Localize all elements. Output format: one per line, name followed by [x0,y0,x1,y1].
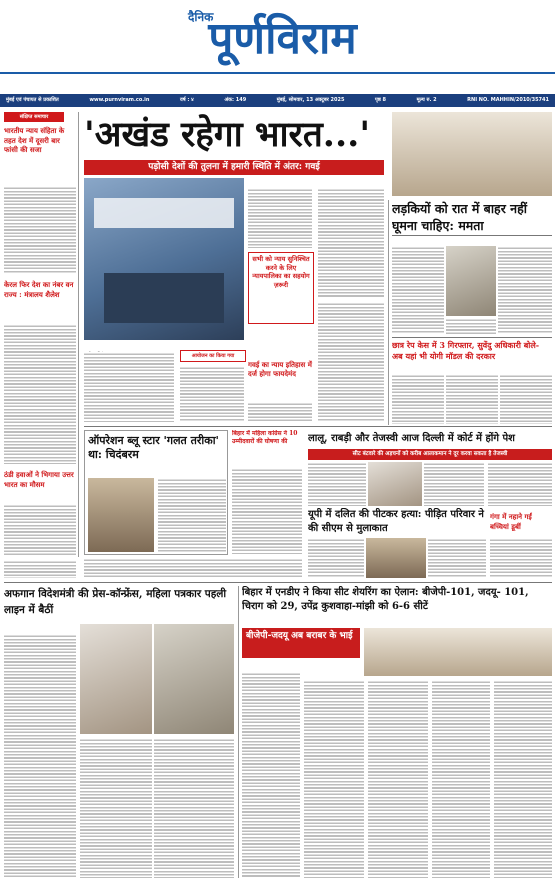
lead-deck-band [84,160,384,175]
left-column [4,112,76,557]
pages: पृष्ठ 8 [375,97,387,103]
column-divider-right [388,200,389,425]
operation-byline [88,468,148,475]
up-headline: यूपी में दलित की पीटकर हत्या: पीड़ित परिवार ने की सीएम से मुलाकात [308,509,484,534]
left-story2-body [4,324,76,464]
right-top-image [392,112,552,196]
masthead-title: पूर्णविराम [208,13,357,64]
left-story2-title: केरल फिर देश का नंबर वन राज्य : मंत्रालय शैलेश [4,280,74,299]
masthead-prefix: दैनिक [188,10,214,24]
bottom-divider [238,586,239,878]
section-rule-1 [84,426,552,427]
rni-number: RNI NO. MAHHIN/2010/35741 [467,97,549,103]
bihar-headline: बिहार में एनडीए ने किया सीट शेयरिंग का ऐलान: बीजेपी-101, जदयू- 101, चिराग को 29, उपेंद्र कुशवाहा-मांझी को 6-6 सीटें [242,587,529,612]
right-story2-body3 [500,374,552,424]
right-lead-byline [398,238,478,245]
lead-body-col3 [318,302,384,422]
photo-stage-banner [94,198,234,228]
right-lead-body2 [498,246,552,334]
bihar-body4 [432,680,490,878]
column-divider [78,112,79,557]
lead-body-row3 [248,402,312,422]
ganga-headline: गंगा में नहाने गईं बच्चियां डूबीं [490,512,532,531]
right-lead-headline: लड़कियों को रात में बाहर नहीं घूमना चाहिए: ममता [392,201,527,233]
lead-byline [248,178,384,186]
lead-subhead: गवई का न्याय इतिहास में दर्ज होगा फायदेमंद [248,360,312,378]
section-tag: संक्षिप्त समाचार [4,112,64,122]
right-story2-body1 [392,374,444,424]
up-body2 [428,538,486,578]
lead-body-row1 [84,352,174,422]
bihar-sub-band [242,628,360,658]
right-lead-rule [392,235,552,236]
year: वर्ष : ४ [180,97,194,103]
mid-caption: आयोजन का किया गया [191,353,235,359]
afghan-photo1 [80,624,152,734]
lead-photo-caption [84,340,244,348]
afghan-byline [4,624,64,631]
bihar-body2 [304,680,364,878]
lalu-body3 [488,462,552,506]
lalu-headline: लालू, राबड़ी और तेजस्वी आज दिल्ली में कोर्ट में होंगे पेश [308,433,515,444]
lalu-body2 [424,462,484,506]
afghan-body3 [154,738,234,878]
right-lead-body1 [392,246,444,334]
masthead [0,0,555,92]
right-lead-body3 [446,318,496,334]
bihar-photo-strip [364,628,552,676]
tagline: मुंबई एवं पंचायत से प्रकाशित [6,97,59,103]
operation-side-box [232,430,302,464]
lead-body-col2 [318,188,384,298]
mid-caption-box [180,350,246,362]
ganga-body [490,538,552,578]
chidambaram-photo [88,478,154,552]
info-bar [0,94,555,107]
lead-body-col1 [248,188,312,248]
lalu-photo [368,462,422,506]
bihar-body3 [368,680,428,878]
operation-headline: ऑपरेशन ब्लू स्टार 'गलत तरीका' था: चिदंबरम [88,434,219,461]
section-rule-2 [4,582,552,583]
right-story2-body2 [446,374,498,424]
right-story2-rule [392,337,552,338]
lead-body-row2 [180,366,244,422]
up-photo [366,538,426,578]
mamata-photo [446,246,496,316]
quote-text: सभी को न्याय सुनिश्चित करने के लिए न्यायपालिका का सहयोग ज़रूरी [252,255,310,289]
afghan-headline: अफगान विदेशमंत्री की प्रेस-कॉन्फ्रेंस, महिला पत्रकार पहली लाइन में बैठीं [4,588,227,616]
website-link[interactable]: www.purnviram.co.in [89,97,150,103]
operation-body3 [84,558,302,578]
price: मूल्य रु. 2 [416,97,437,103]
bihar-byline [244,662,304,669]
bihar-body5 [494,680,552,878]
lead-headline: 'अखंड रहेगा भारत...' [84,114,371,155]
lalu-band-text: सीट बंटवारे की अड़चनों को करीब आलाकमान ने दूर करवा सकता है तेजस्वी [352,451,508,457]
up-body1 [308,538,364,578]
operation-body1 [158,478,226,552]
left-story3-title: ठंडी हवाओं ने भिगाया उत्तर भारत का मौसम [4,470,74,489]
quote-box [248,252,314,324]
issue: अंक: 149 [224,97,247,103]
masthead-rule [0,72,555,74]
left-bottom-body [4,560,76,578]
lalu-body1 [308,462,366,506]
operation-side-headline: बिहार में महिला कांग्रेस ने 10 उम्मीदवारों की घोषणा की [232,430,298,445]
afghan-photo2 [154,624,234,734]
afghan-body1 [4,634,76,878]
bihar-sub: बीजेपी-जदयू अब बराबर के भाई [246,631,353,641]
photo-podium [104,273,224,323]
right-story2-headline: छात्र रेप केस में 3 गिरफ्तार, सुवेंदु अधिकारी बोले- अब यहां भी योगी मॉडल की दरकार [392,340,540,361]
left-story3-body [4,504,76,556]
left-story1-body [4,186,76,274]
bihar-body1 [242,672,300,878]
date: मुंबई, सोमवार, 13 अक्टूबर 2025 [276,97,345,103]
lead-deck: पड़ोसी देशों की तुलना में हमारी स्थिति में अंतर: गवई [148,162,320,172]
operation-body2 [232,468,302,554]
left-story1-title: भारतीय न्याय संहिता के तहत देश में दूसरी बार फांसी की सजा [4,126,65,154]
lead-photo [84,178,244,340]
afghan-body2 [80,738,152,878]
lalu-band [308,449,552,460]
